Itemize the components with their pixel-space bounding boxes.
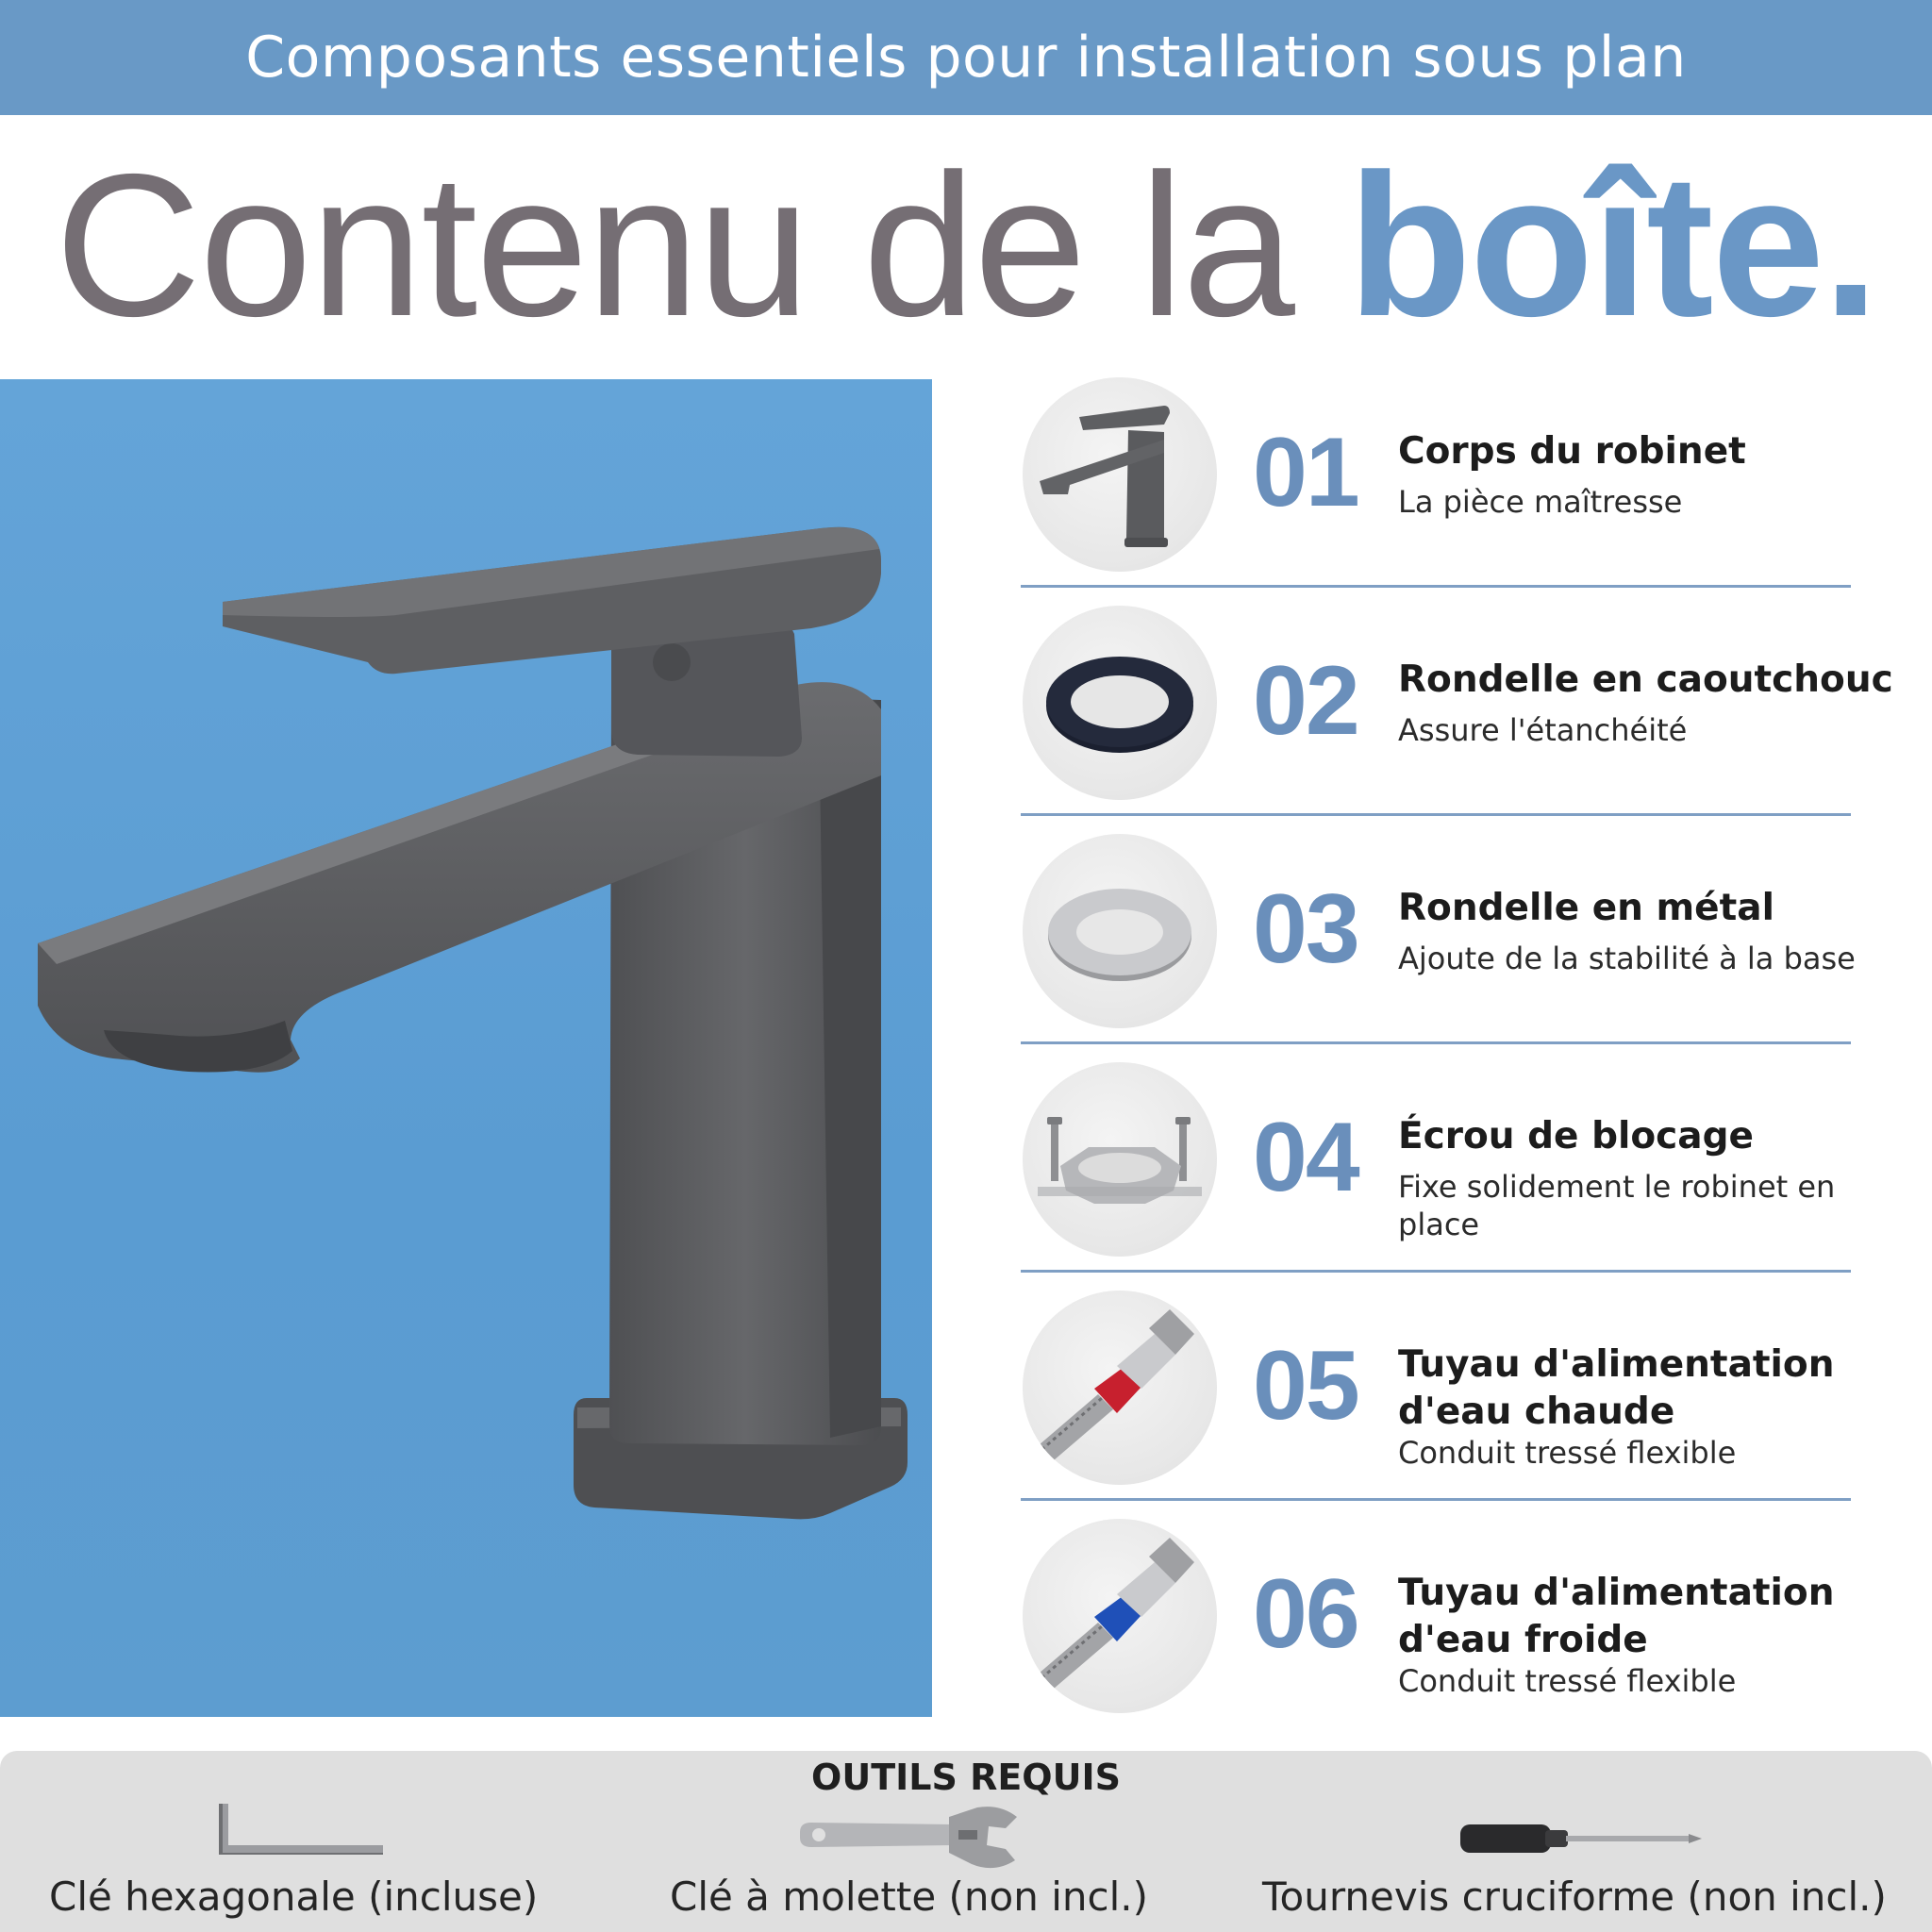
item-number: 02 — [1253, 646, 1358, 756]
item-title: Corps du robinet — [1398, 430, 1746, 473]
item-number: 04 — [1253, 1103, 1358, 1212]
item-thumbnail — [1023, 606, 1217, 800]
item-title: Tuyau d'alimentation d'eau chaude — [1398, 1343, 1835, 1433]
cold-water-hose-icon — [1023, 1519, 1217, 1713]
item-description: Assure l'étanchéité — [1398, 712, 1688, 748]
hex-key-icon — [213, 1800, 392, 1860]
list-item — [1019, 375, 1906, 604]
list-item — [1019, 1060, 1906, 1289]
item-title: Rondelle en caoutchouc — [1398, 658, 1893, 701]
item-description: La pièce maîtresse — [1398, 484, 1683, 520]
divider — [1021, 1270, 1851, 1273]
rubber-washer-icon — [1023, 606, 1217, 800]
faucet-icon — [0, 379, 932, 1717]
item-description: Fixe solidement le robinet en place — [1398, 1169, 1836, 1242]
list-item — [1019, 832, 1906, 1060]
item-description: Ajoute de la stabilité à la base — [1398, 941, 1856, 976]
item-title: Écrou de blocage — [1398, 1115, 1754, 1158]
page-title-bold: boîte. — [1347, 131, 1877, 358]
hot-water-hose-icon — [1023, 1291, 1217, 1485]
required-tools-panel — [0, 1751, 1932, 1932]
banner-text: Composants essentiels pour installation sous plan — [245, 25, 1687, 91]
item-title: Tuyau d'alimentation d'eau froide — [1398, 1572, 1835, 1661]
divider — [1021, 585, 1851, 588]
screwdriver-icon — [1458, 1823, 1704, 1855]
item-number: 06 — [1253, 1559, 1358, 1669]
divider — [1021, 813, 1851, 816]
divider — [1021, 1498, 1851, 1501]
hero-faucet-image — [0, 379, 932, 1717]
item-description: Conduit tressé flexible — [1398, 1663, 1737, 1699]
metal-washer-icon — [1023, 834, 1217, 1028]
faucet-icon — [1023, 377, 1217, 572]
list-item — [1019, 1289, 1906, 1517]
list-item — [1019, 604, 1906, 832]
item-number: 01 — [1253, 418, 1358, 527]
item-thumbnail — [1023, 377, 1217, 572]
item-number: 05 — [1253, 1331, 1358, 1441]
top-banner — [0, 0, 1932, 115]
item-thumbnail — [1023, 1519, 1217, 1713]
item-title: Rondelle en métal — [1398, 887, 1774, 929]
page-title — [0, 132, 1932, 358]
tool-label-screwdriver: Tournevis cruciforme (non incl.) — [1262, 1874, 1887, 1920]
list-item — [1019, 1517, 1906, 1745]
lock-nut-icon — [1023, 1062, 1217, 1257]
adjustable-wrench-icon — [792, 1804, 1028, 1875]
item-thumbnail — [1023, 1062, 1217, 1257]
item-thumbnail — [1023, 834, 1217, 1028]
item-number: 03 — [1253, 874, 1358, 984]
item-thumbnail — [1023, 1291, 1217, 1485]
tool-label-hex-key: Clé hexagonale (incluse) — [49, 1874, 539, 1920]
page-title-light: Contenu de la — [55, 131, 1348, 358]
divider — [1021, 1041, 1851, 1044]
tools-heading: OUTILS REQUIS — [811, 1757, 1121, 1798]
tool-label-wrench: Clé à molette (non incl.) — [670, 1874, 1148, 1920]
item-description: Conduit tressé flexible — [1398, 1435, 1737, 1471]
